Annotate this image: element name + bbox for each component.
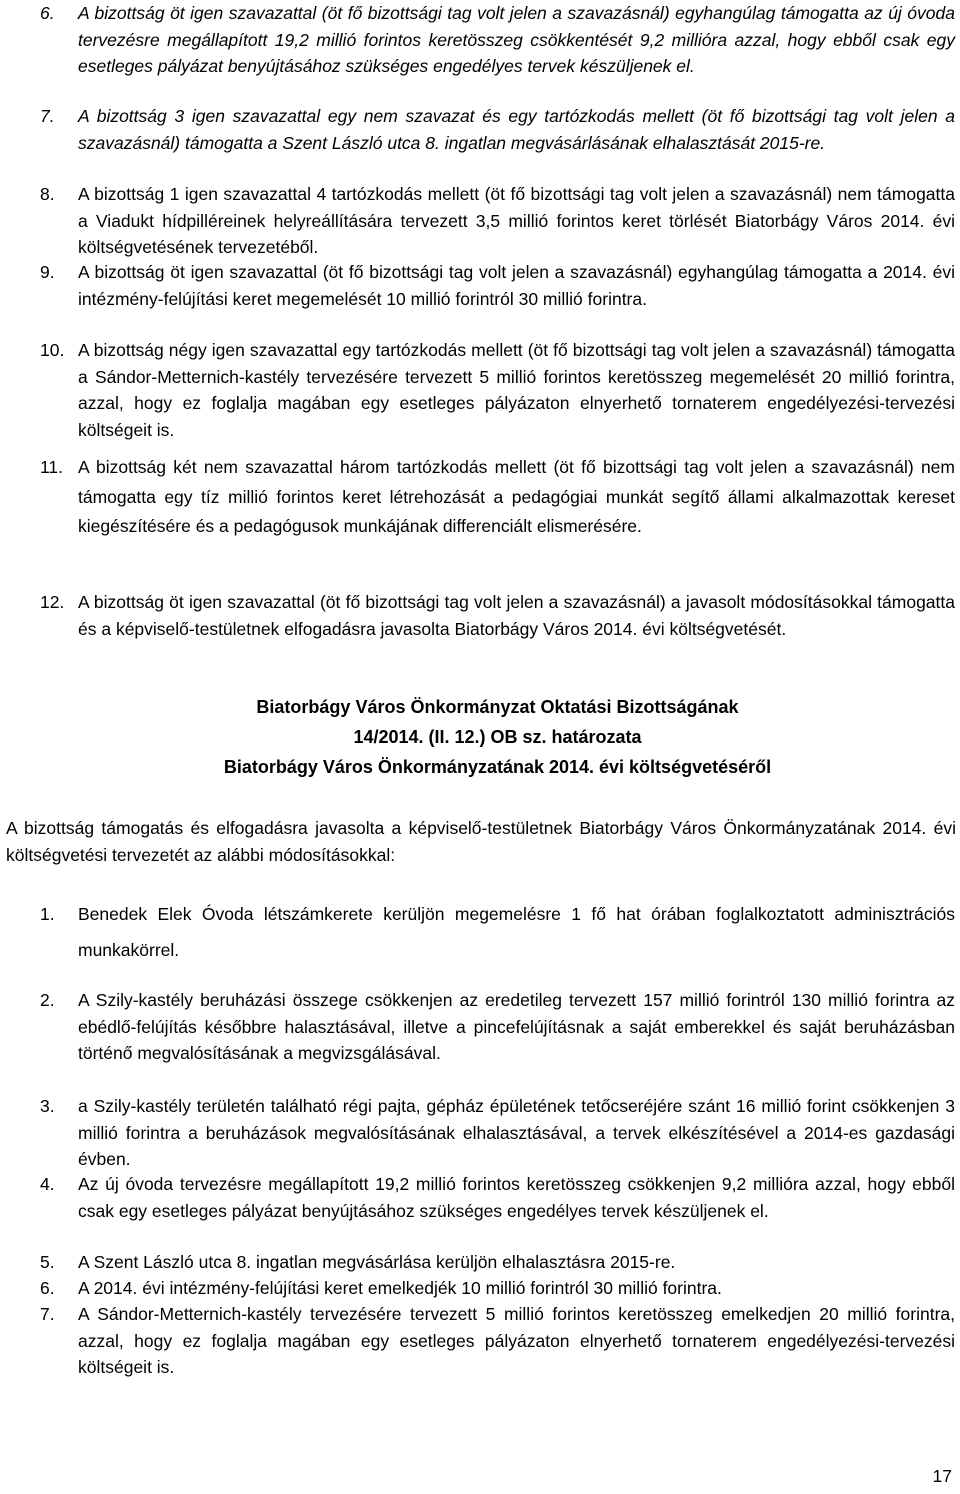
modification-number: 6. bbox=[40, 1278, 55, 1298]
decision-text: A bizottság 3 igen szavazattal egy nem szavazat és egy tartózkodás mellett (öt fő bizottsági tag volt jelen a szavazásnál) támogatta a Szent László utca 8. ingatlan megvásárlásának elhalasztását 2015-re. bbox=[78, 106, 955, 153]
modification-text: Az új óvoda tervezésre megállapított 19,2 millió forintos keretösszeg csökkenjen 9,2 millióra azzal, hogy ebből csak egy esetleges pályázat benyújtásához szükséges engedélyes tervek készüljenek el. bbox=[78, 1174, 955, 1221]
modification-number: 5. bbox=[40, 1252, 55, 1272]
decision-text: A bizottság négy igen szavazattal egy tartózkodás mellett (öt fő bizottsági tag volt jelen a szavazásnál) támogatta a Sándor-Metternich-kastély tervezésére tervezett 5 millió forintos keretösszeg megemelését 20 millió forintra, azzal, hogy ez foglalja magában egy esetleges pályázaton elnyerhető tornaterem engedélyezési-tervezési költségeit is. bbox=[78, 340, 955, 440]
modification-text: A Sándor-Metternich-kastély tervezésére tervezett 5 millió forintos keretösszeg emelkedjen 20 millió forintra, azzal, hogy ez foglalja magában egy esetleges pályázaton elnyerhető tornaterem engedélyezési-tervezési költségeit is. bbox=[78, 1304, 955, 1377]
modification-item-3 bbox=[40, 1093, 955, 1173]
modification-text: A 2014. évi intézmény-felújítási keret emelkedjék 10 millió forintról 30 millió forintra. bbox=[78, 1278, 722, 1298]
decision-item-11 bbox=[40, 453, 955, 542]
modification-text: Benedek Elek Óvoda létszámkerete kerüljön megemelésre 1 fő hat órában foglalkoztatott adminisztrációs munkakörrel. bbox=[78, 904, 955, 960]
resolution-heading bbox=[40, 692, 955, 782]
decision-text: A bizottság öt igen szavazattal (öt fő bizottsági tag volt jelen a szavazásnál) a javasolt módosításokkal támogatta és a képviselő-testületnek elfogadásra javasolta Biatorbágy Város 2014. évi költségvetését. bbox=[78, 592, 955, 639]
modification-item-1 bbox=[40, 897, 955, 968]
modification-number: 4. bbox=[40, 1174, 55, 1194]
decision-text: A bizottság 1 igen szavazattal 4 tartózkodás mellett (öt fő bizottsági tag volt jelen a szavazásnál) nem támogatta a Viadukt hídpilléreinek helyreállítására tervezett 3,5 millió forintos keret törlését Biatorbágy Város 2014. évi költségvetésének tervezetéből. bbox=[78, 184, 955, 257]
decision-item-10 bbox=[40, 337, 955, 443]
resolution-number: 14/2014. (II. 12.) OB sz. határozata bbox=[353, 727, 642, 747]
decision-number: 12. bbox=[40, 592, 65, 612]
decision-item-12 bbox=[40, 589, 955, 642]
modification-text: A Szent László utca 8. ingatlan megvásárlása kerüljön elhalasztásra 2015-re. bbox=[78, 1252, 676, 1272]
decision-number: 7. bbox=[40, 106, 55, 126]
modification-item-5 bbox=[40, 1249, 955, 1276]
decision-item-7 bbox=[40, 103, 955, 156]
modification-item-4 bbox=[40, 1171, 955, 1224]
modification-item-6 bbox=[40, 1275, 955, 1302]
modification-item-7 bbox=[40, 1301, 955, 1381]
resolution-title: Biatorbágy Város Önkormányzatának 2014. évi költségvetéséről bbox=[223, 757, 772, 777]
decision-text: A bizottság öt igen szavazattal (öt fő bizottsági tag volt jelen a szavazásnál) egyhangúlag támogatta a 2014. évi intézmény-felújítási keret megemelését 10 millió forintról 30 millió forintra. bbox=[78, 262, 955, 309]
modification-item-2 bbox=[40, 987, 955, 1067]
decision-number: 8. bbox=[40, 184, 55, 204]
decision-number: 11. bbox=[40, 457, 64, 477]
decision-item-6 bbox=[40, 0, 955, 80]
decision-number: 9. bbox=[40, 262, 55, 282]
page-number: 17 bbox=[932, 1466, 952, 1486]
modification-number: 7. bbox=[40, 1304, 55, 1324]
modification-number: 1. bbox=[40, 904, 55, 924]
decision-item-9 bbox=[40, 259, 955, 312]
modification-number: 3. bbox=[40, 1096, 55, 1116]
resolution-intro: A bizottság támogatás és elfogadásra javasolta a képviselő-testületnek Biatorbágy Város Önkormányzatának 2014. évi költségvetési tervezetét az alábbi módosításokkal: bbox=[6, 818, 956, 865]
decision-number: 10. bbox=[40, 340, 65, 360]
decision-text: A bizottság két nem szavazattal három tartózkodás mellett (öt fő bizottsági tag volt jelen a szavazásnál) nem támogatta egy tíz millió forintos keret létrehozását a pedagógiai munkát segítő állami alkalmazottak kereset kiegészítésére és a pedagógusok munkájának differenciált elismerésére. bbox=[78, 457, 955, 536]
decision-item-8 bbox=[40, 181, 955, 261]
resolution-committee: Biatorbágy Város Önkormányzat Oktatási Bizottságának bbox=[256, 697, 739, 717]
modification-text: A Szily-kastély beruházási összege csökkenjen az eredetileg tervezett 157 millió forintról 130 millió forintra az ebédlő-felújítás későbbre halasztásával, illetve a pincefelújításnak a saját emberekkel és saját beruházásban történő megvalósításának a megvizsgálásával. bbox=[78, 990, 955, 1063]
decision-text: A bizottság öt igen szavazattal (öt fő bizottsági tag volt jelen a szavazásnál) egyhangúlag támogatta az új óvoda tervezésre megállapított 19,2 millió forintos keretösszeg csökkentését 9,2 millióra azzal, hogy ebből csak egy esetleges pályázat benyújtásához szükséges engedélyes tervek készüljenek el. bbox=[78, 3, 955, 76]
modification-text: a Szily-kastély területén található régi pajta, gépház épületének tetőcseréjére szánt 16 millió forint csökkenjen 3 millió forintra a beruházások megvalósításának elhalasztásával, a tervek elkészítésével a 2014-es gazdasági évben. bbox=[78, 1096, 955, 1169]
decision-number: 6. bbox=[40, 3, 55, 23]
modification-number: 2. bbox=[40, 990, 55, 1010]
